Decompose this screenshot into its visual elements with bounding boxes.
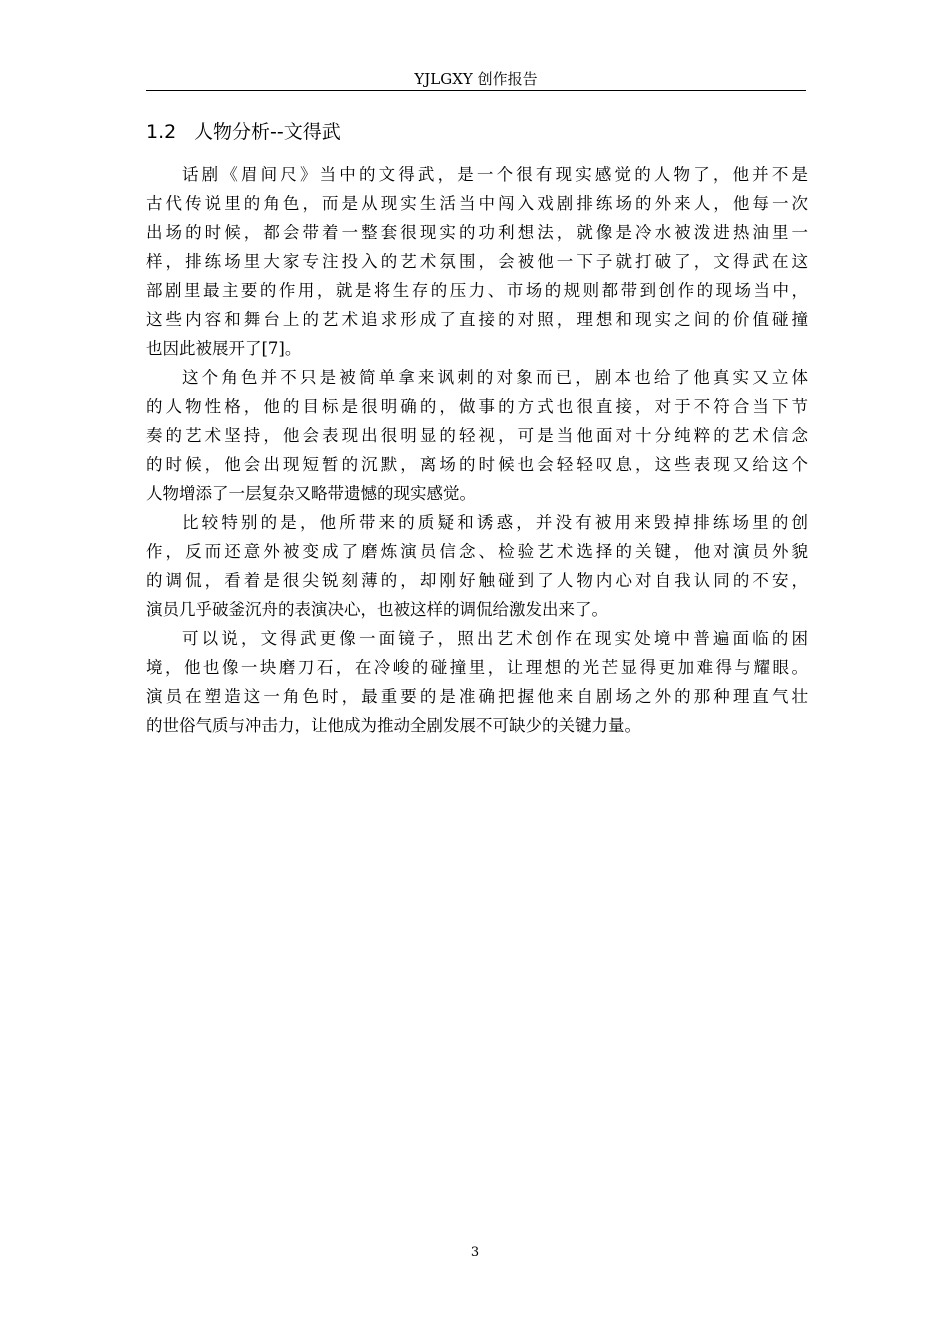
text-line: 比较特别的是，他所带来的质疑和诱惑，并没有被用来毁掉排练场里的创 xyxy=(182,513,808,532)
text-line: 可以说，文得武更像一面镜子，照出艺术创作在现实处境中普遍面临的困 xyxy=(182,629,808,648)
paragraph xyxy=(146,363,808,508)
text-line: 的世俗气质与冲击力，让他成为推动全剧发展不可缺少的关键力量。 xyxy=(146,716,641,735)
section-heading xyxy=(146,118,341,146)
text-line: 演员几乎破釜沉舟的表演决心，也被这样的调侃给激发出来了。 xyxy=(146,600,608,619)
text-line: 的时候，他会出现短暂的沉默，离场的时候也会轻轻叹息，这些表现又给这个 xyxy=(146,455,808,474)
section-title-text: 人物分析--文得武 xyxy=(194,121,341,143)
paragraph xyxy=(146,160,808,363)
text-line: 话剧《眉间尺》当中的文得武，是一个很有现实感觉的人物了，他并不是 xyxy=(182,165,808,184)
text-line: 作，反而还意外被变成了磨炼演员信念、检验艺术选择的关键，他对演员外貌 xyxy=(146,542,808,561)
text-line: 境，他也像一块磨刀石，在冷峻的碰撞里，让理想的光芒显得更加难得与耀眼。 xyxy=(146,658,808,677)
text-line: 的人物性格，他的目标是很明确的，做事的方式也很直接，对于不符合当下节 xyxy=(146,397,808,416)
text-line: 奏的艺术坚持，他会表现出很明显的轻视，可是当他面对十分纯粹的艺术信念 xyxy=(146,426,808,445)
text-line: 这些内容和舞台上的艺术追求形成了直接的对照，理想和现实之间的价值碰撞 xyxy=(146,310,808,329)
text-line: 的调侃，看着是很尖锐刻薄的，却刚好触碰到了人物内心对自我认同的不安， xyxy=(146,571,808,590)
text-line: 演员在塑造这一角色时，最重要的是准确把握他来自剧场之外的那种理直气壮 xyxy=(146,687,808,706)
text-line: 也因此被展开了[7]。 xyxy=(146,339,302,358)
page-number: 3 xyxy=(470,1245,480,1260)
page-header: YJLGXY 创作报告 xyxy=(414,70,538,88)
text-line: 这个角色并不只是被简单拿来讽刺的对象而已，剧本也给了他真实又立体 xyxy=(182,368,808,387)
text-line: 样，排练场里大家专注投入的艺术氛围，会被他一下子就打破了，文得武在这 xyxy=(146,252,808,271)
section-number: 1.2 xyxy=(146,121,177,143)
paragraph xyxy=(146,508,808,624)
text-line: 部剧里最主要的作用，就是将生存的压力、市场的规则都带到创作的现场当中， xyxy=(146,281,808,300)
text-line: 人物增添了一层复杂又略带遗憾的现实感觉。 xyxy=(146,484,476,503)
text-line: 出场的时候，都会带着一整套很现实的功利想法，就像是冷水被泼进热油里一 xyxy=(146,223,808,242)
paragraph xyxy=(146,624,808,740)
text-line: 古代传说里的角色，而是从现实生活当中闯入戏剧排练场的外来人，他每一次 xyxy=(146,194,808,213)
header-divider xyxy=(146,90,806,91)
document-body xyxy=(146,160,808,740)
